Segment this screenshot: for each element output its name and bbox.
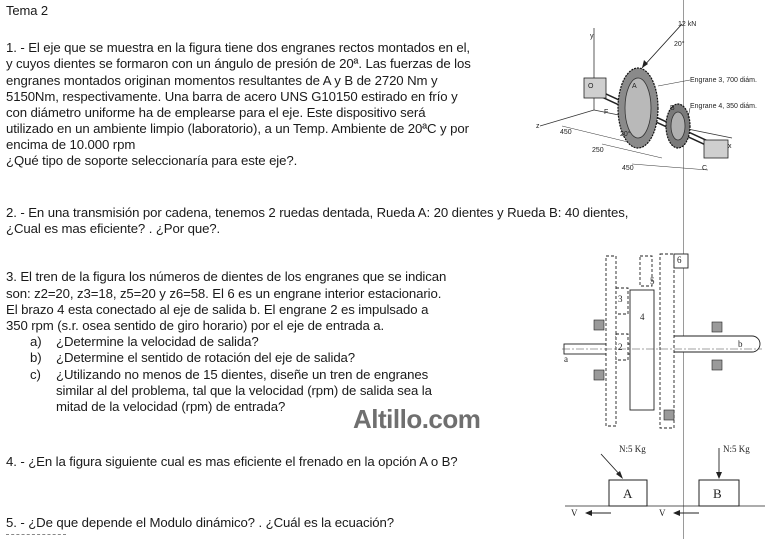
q1-line: 1. - El eje que se muestra en la figura tiene dos engranes rectos montados en el, <box>6 40 470 55</box>
block-a-label: A <box>623 486 633 501</box>
velocity-a-label: V <box>571 508 578 518</box>
q3-item-text: similar al del problema, tal que la velocidad (rpm) de salida sea la <box>56 383 432 398</box>
gear-b-label: B <box>670 105 675 112</box>
q1-line: ¿Qué tipo de soporte seleccionaría para este eje?. <box>6 153 298 168</box>
braking-blocks-figure <box>565 440 765 525</box>
force-b-label: N:5 Kg <box>723 444 750 454</box>
angle2-label: 20° <box>620 131 631 138</box>
force-a-label: N:5 Kg <box>619 444 646 454</box>
gear3-label: Engrane 3, 700 diám. <box>690 77 757 84</box>
page-edge-dash <box>6 534 66 535</box>
dim-450-b: 450 <box>622 165 634 172</box>
gear6-label: 6 <box>677 255 682 265</box>
q3-line: 3. El tren de la figura los números de dientes de los engranes que se indican <box>6 269 447 284</box>
q3-item-text: ¿Utilizando no menos de 15 dientes, diseñe un tren de engranes <box>56 367 429 382</box>
q3-item-text: ¿Determine la velocidad de salida? <box>56 334 259 349</box>
dim-250: 250 <box>592 147 604 154</box>
q1-line: con diámetro uniforme ha de emplearse para el eje. Este dispositivo será <box>6 105 426 120</box>
angle-label: 20° <box>674 41 685 48</box>
axis-y-label: y <box>590 33 594 40</box>
axis-x-label: x <box>728 143 732 150</box>
q1-line: encima de 10.000 rpm <box>6 137 136 152</box>
force-label: 12 kN <box>678 21 697 28</box>
shaft-gears-figure <box>532 18 780 183</box>
q1-line: engranes montados originan momentos resultantes de A y B de 2720 Nm y <box>6 73 438 88</box>
gear3-train-label: 3 <box>618 294 623 304</box>
gear5-label: 5 <box>650 276 655 286</box>
question-5: 5. - ¿De que depende el Modulo dinámico? . ¿Cuál es la ecuación? <box>6 515 394 530</box>
block-b-label: B <box>713 486 722 501</box>
gear-train-figure <box>560 250 765 430</box>
dim-450-a: 450 <box>560 129 572 136</box>
watermark: Altillo.com <box>353 404 481 434</box>
q3-item-text: mitad de la velocidad (rpm) de entrada? <box>56 399 286 414</box>
output-shaft-label: b <box>738 339 743 349</box>
page-title: Tema 2 <box>6 3 49 18</box>
velocity-b-label: V <box>659 508 666 518</box>
arm4-label: 4 <box>640 312 645 322</box>
gear4-label: Engrane 4, 350 diám. <box>690 103 757 110</box>
q3-item-text: ¿Determine el sentido de rotación del eje de salida? <box>56 350 356 365</box>
q3-item-marker: b) <box>30 350 42 365</box>
q3-item-marker: c) <box>30 367 41 382</box>
q1-line: 5150Nm, respectivamente. Una barra de acero UNS G10150 estirado en frío y <box>6 89 458 104</box>
gear2-label: 2 <box>618 342 623 352</box>
q3-line: son: z2=20, z3=18, z5=20 y z6=58. El 6 es un engrane interior estacionario. <box>6 286 442 301</box>
axis-z-label: z <box>536 123 540 130</box>
bearing-c-label: C <box>702 165 708 172</box>
force-f-label: F <box>604 109 609 116</box>
question-4: 4. - ¿En la figura siguiente cual es mas eficiente el frenado en la opción A o B? <box>6 454 458 469</box>
q3-line: El brazo 4 esta conectado al eje de salida b. El engrane 2 es impulsado a <box>6 302 429 317</box>
q3-item-marker: a) <box>30 334 42 349</box>
q1-line: y cuyos dientes se formaron con un ángulo de presión de 20ª. Las fuerzas de los <box>6 56 471 71</box>
q1-line: utilizado en un ambiente limpio (laboratorio), a un Temp. Ambiente de 20ªC y por <box>6 121 469 136</box>
bearing-o-label: O <box>588 83 594 90</box>
q3-line: 350 rpm (s.r. osea sentido de giro horario) por el eje de entrada a. <box>6 318 385 333</box>
q2-line: 2. - En una transmisión por cadena, tenemos 2 ruedas dentada, Rueda A: 20 dientes y Rueda B: 40 dientes, <box>6 205 629 220</box>
input-shaft-label: a <box>564 354 568 364</box>
q2-line: ¿Cual es mas eficiente? . ¿Por que?. <box>6 221 221 236</box>
gear-a-label: A <box>632 83 637 90</box>
